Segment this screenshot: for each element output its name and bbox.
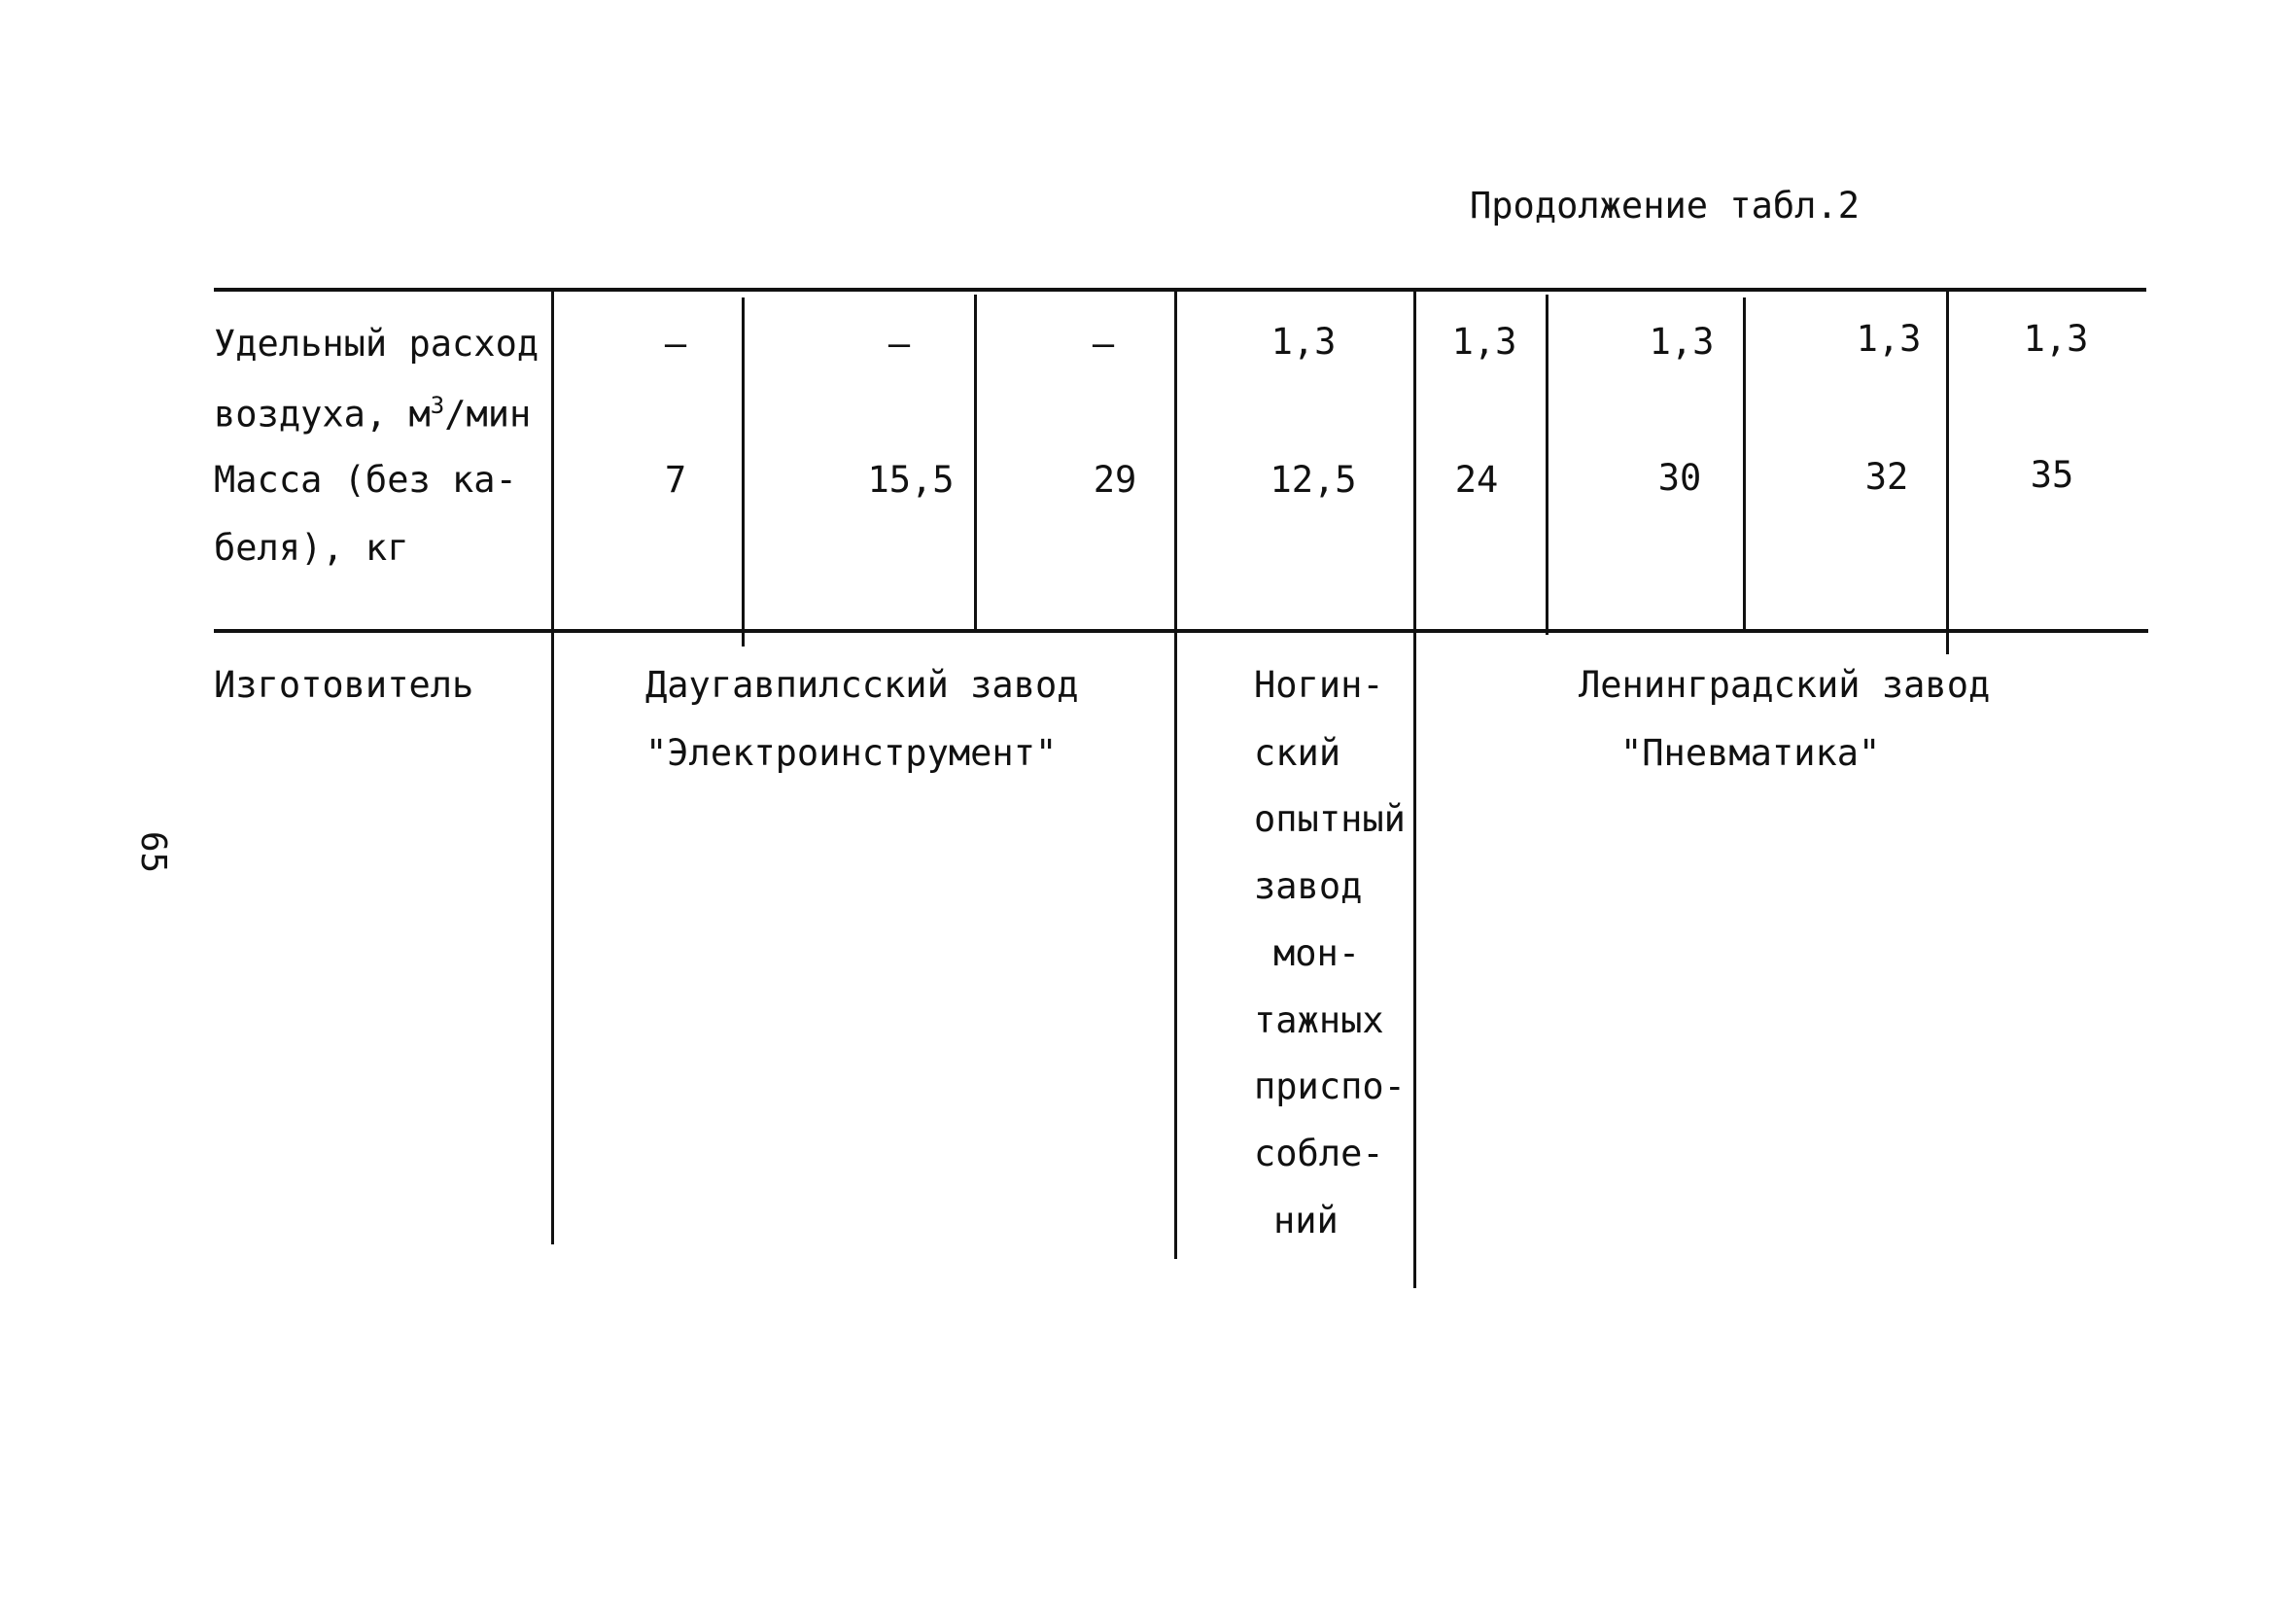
manufacturer-group3-line1: Ленинградский завод: [1579, 664, 1991, 706]
column-divider-group1: [1174, 292, 1177, 1259]
mass-value-2: 15,5: [867, 459, 955, 501]
manufacturer-group3-line2: "Пневматика": [1620, 732, 1881, 774]
column-divider-label: [551, 292, 554, 1244]
manufacturer-group2-line: опытный: [1254, 798, 1406, 840]
air-value-2: –: [887, 323, 911, 365]
air-value-7: 1,3: [1856, 318, 1922, 360]
column-divider-1: [742, 297, 745, 647]
air-label-superscript: 3: [430, 392, 445, 419]
column-divider-group2: [1413, 292, 1416, 1288]
mass-value-6: 30: [1657, 457, 1702, 499]
air-value-1: –: [664, 323, 687, 365]
air-value-5: 1,3: [1451, 321, 1517, 363]
manufacturer-group2-line: ский: [1254, 732, 1341, 774]
mass-label-line1: Масса (без ка-: [214, 459, 517, 501]
air-label-line1: Удельный расход: [214, 323, 539, 365]
table-middle-rule: [214, 629, 2148, 633]
manufacturer-group2-line: ний: [1273, 1200, 1339, 1241]
manufacturer-group2-line: приспо-: [1254, 1066, 1406, 1107]
manufacturer-group1-line2: "Электроинструмент": [645, 732, 1058, 774]
mass-value-1: 7: [664, 459, 687, 501]
mass-value-4: 12,5: [1270, 459, 1357, 501]
air-value-8: 1,3: [2023, 318, 2089, 360]
manufacturer-label: Изготовитель: [214, 664, 474, 706]
column-divider-2: [974, 295, 977, 630]
manufacturer-group2-line: завод: [1254, 865, 1363, 907]
air-label-unit: /мин: [444, 393, 532, 436]
manufacturer-group2-line: мон-: [1273, 932, 1361, 974]
air-value-3: –: [1092, 323, 1115, 365]
mass-label-line2: беля), кг: [214, 527, 409, 569]
table-top-rule: [214, 288, 2146, 292]
page-number: 65: [133, 830, 174, 874]
mass-value-5: 24: [1454, 459, 1499, 501]
manufacturer-group2-line: собле-: [1254, 1133, 1384, 1174]
air-value-4: 1,3: [1270, 321, 1337, 363]
mass-value-3: 29: [1093, 459, 1137, 501]
manufacturer-group1-line1: Даугавпилсский завод: [645, 664, 1079, 706]
table-caption: Продолжение табл.2: [1470, 185, 1860, 227]
air-value-6: 1,3: [1649, 321, 1715, 363]
air-label-text: воздуха, м: [214, 393, 431, 436]
manufacturer-group2-line: тажных: [1254, 999, 1384, 1041]
manufacturer-group2-line: Ногин-: [1254, 664, 1384, 706]
mass-value-7: 32: [1864, 456, 1909, 498]
mass-value-8: 35: [2030, 454, 2074, 496]
air-label-line2: [214, 392, 532, 436]
